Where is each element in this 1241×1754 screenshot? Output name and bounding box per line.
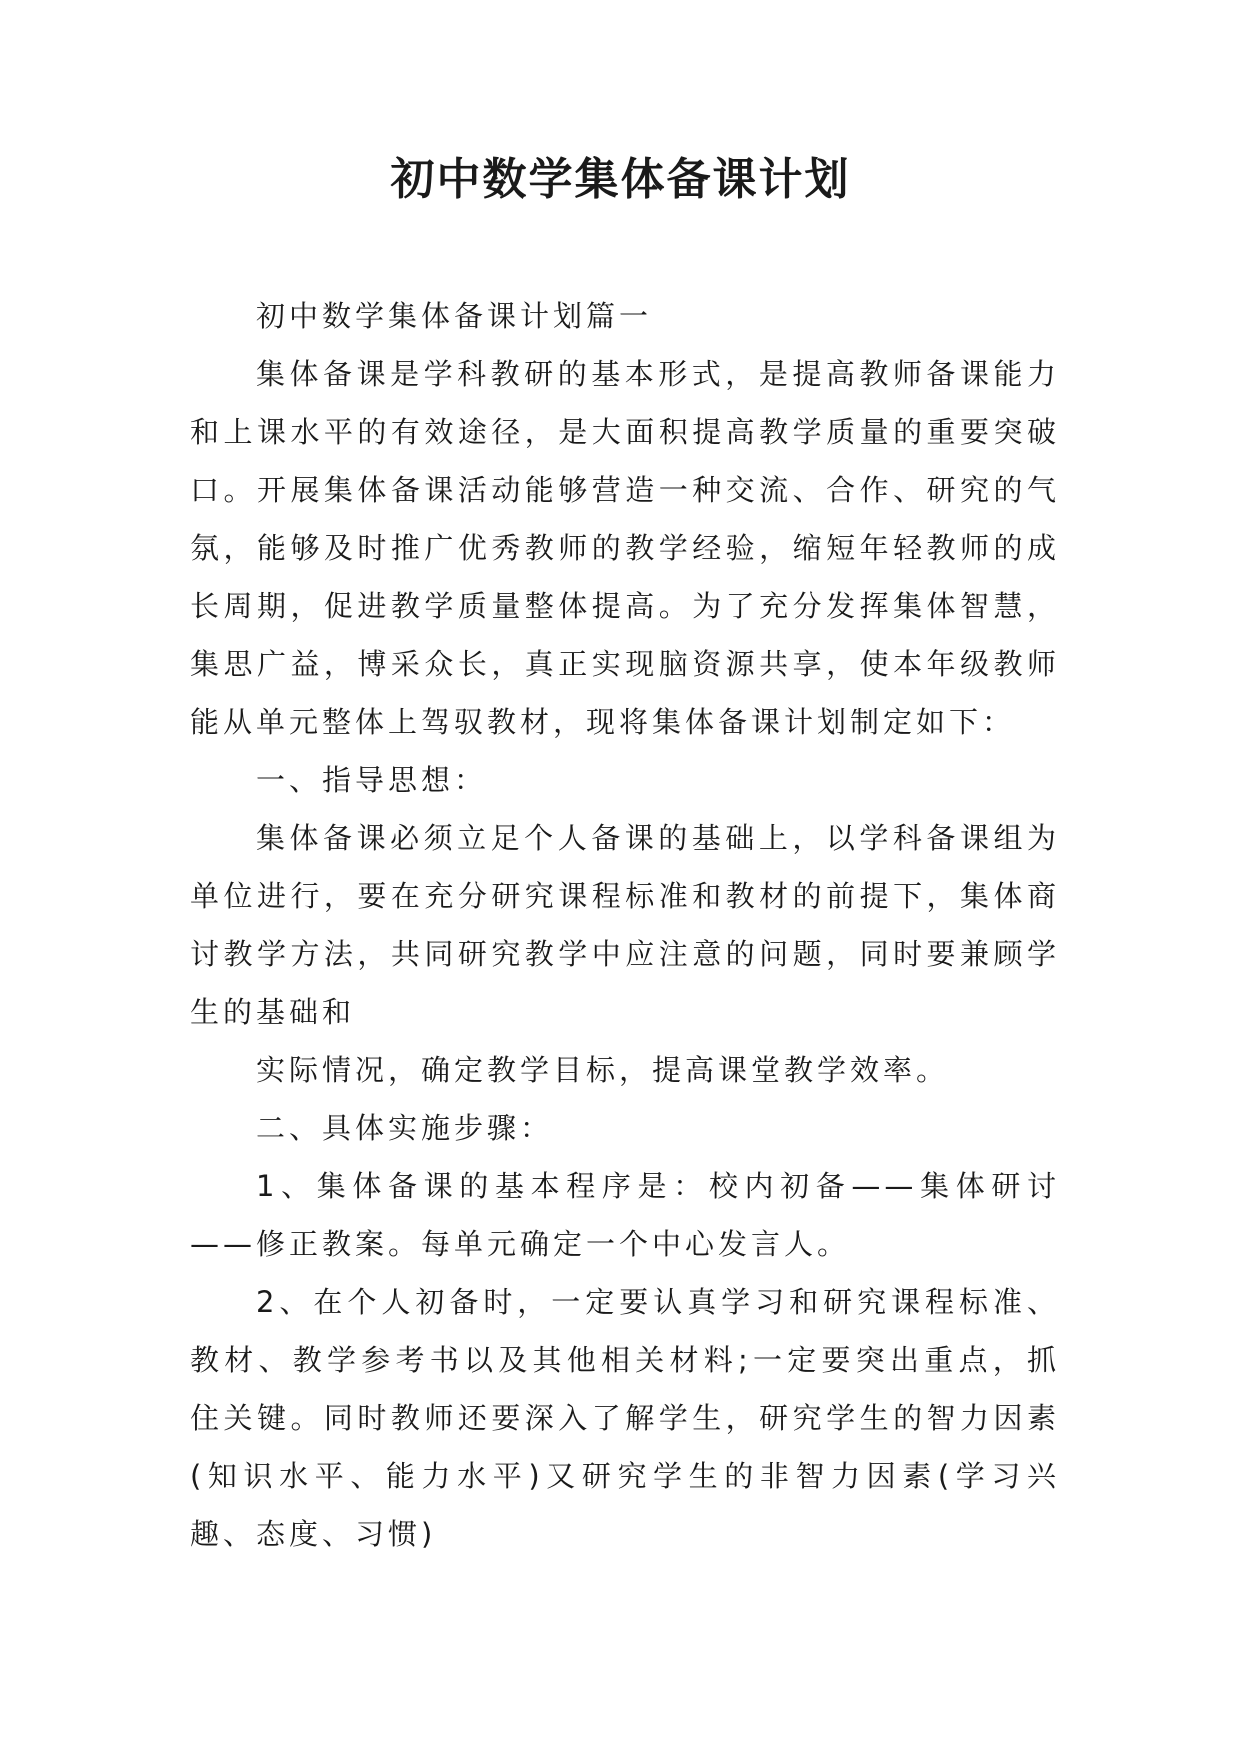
body-paragraph: 集体备课是学科教研的基本形式，是提高教师备课能力和上课水平的有效途径，是大面积提高教学质量的重要突破口。开展集体备课活动能够营造一种交流、合作、研究的气氛，能够及时推广优秀教师的教学经验，缩短年轻教师的成长周期，促进教学质量整体提高。为了充分发挥集体智慧，集思广益，博采众长，真正实现脑资源共享，使本年级教师能从单元整体上驾驭教材，现将集体备课计划制定如下： xyxy=(190,357,1060,739)
section-heading: 一、指导思想： xyxy=(256,763,488,797)
document-body xyxy=(190,287,1060,1563)
section-heading: 二、具体实施步骤： xyxy=(256,1111,554,1145)
body-paragraph: 实际情况，确定教学目标，提高课堂教学效率。 xyxy=(256,1053,950,1087)
document-title: 初中数学集体备课计划 xyxy=(390,154,851,205)
body-paragraph: 集体备课必须立足个人备课的基础上，以学科备课组为单位进行，要在充分研究课程标准和教材的前提下，集体商讨教学方法，共同研究教学中应注意的问题，同时要兼顾学生的基础和 xyxy=(190,821,1060,1029)
body-paragraph: 2、在个人初备时，一定要认真学习和研究课程标准、教材、教学参考书以及其他相关材料;一定要突出重点，抓住关键。同时教师还要深入了解学生，研究学生的智力因素(知识水平、能力水平)又研究学生的非智力因素(学习兴趣、态度、习惯) xyxy=(190,1285,1060,1551)
body-paragraph: 1、集体备课的基本程序是：校内初备——集体研讨——修正教案。每单元确定一个中心发言人。 xyxy=(190,1169,1060,1261)
section-heading: 初中数学集体备课计划篇一 xyxy=(256,299,653,333)
